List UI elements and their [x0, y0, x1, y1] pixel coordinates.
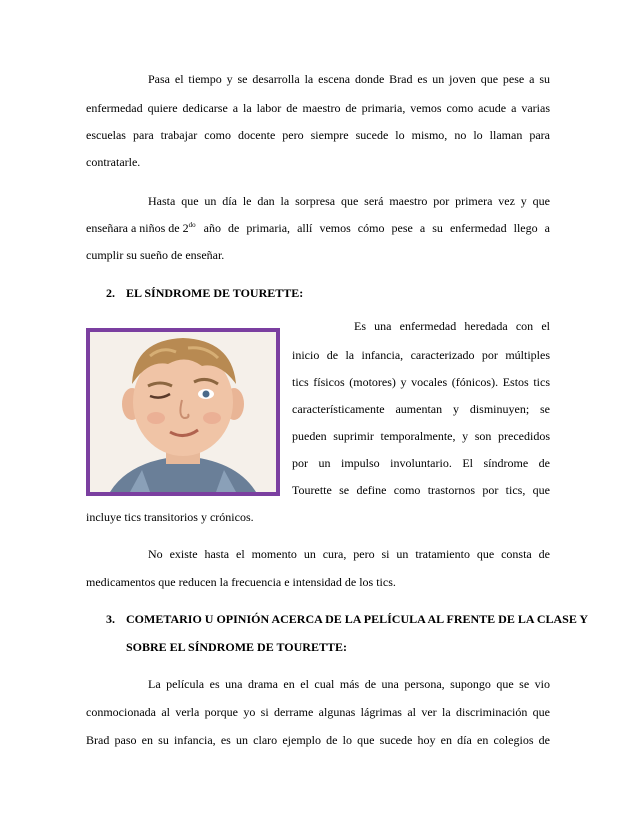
paragraph-line-rest: año de primaria, allí vemos cómo pese a su enfermedad llego a [203, 221, 550, 235]
paragraph-line: Es una enfermedad heredada con el [354, 319, 550, 333]
paragraph-line: tics físicos (motores) y vocales (fónicos). Estos tics [292, 375, 550, 389]
section-number: 2. [106, 286, 115, 300]
paragraph-line: No existe hasta el momento un cura, pero si un tratamiento que consta de [148, 547, 550, 561]
paragraph-line: Hasta que un día le dan la sorpresa que será maestro por primera vez y que [148, 194, 550, 208]
paragraph-line: contratarle. [86, 155, 141, 169]
boy-photo [86, 328, 280, 496]
paragraph-line: Brad paso en su infancia, es un claro ejemplo de lo que sucede hoy en día en colegios de [86, 733, 550, 747]
section-heading-continuation: SOBRE EL SÍNDROME DE TOURETTE: [126, 640, 347, 654]
paragraph-line: pueden suprimir temporalmente, y son precedidos [292, 429, 550, 443]
paragraph-line: Pasa el tiempo y se desarrolla la escena donde Brad es un joven que pese a su [148, 72, 550, 86]
section-number: 3. [106, 612, 115, 626]
section-heading: EL SÍNDROME DE TOURETTE: [126, 286, 304, 300]
ordinal-suffix: do [188, 221, 196, 229]
paragraph-line: Tourette se define como trastornos por tics, que [292, 483, 550, 497]
paragraph-line: cumplir su sueño de enseñar. [86, 248, 225, 262]
grade-text: enseñara a niños de $2^{do}$ [86, 221, 196, 235]
paragraph-line: característicamente aumentan y disminuyen; se [292, 402, 550, 416]
paragraph-line: enfermedad quiere dedicarse a la labor de maestro de primaria, vemos como acude a varias [86, 101, 550, 115]
paragraph-line: incluye tics transitorios y crónicos. [86, 510, 254, 524]
section-heading: COMETARIO U OPINIÓN ACERCA DE LA PELÍCULA AL FRENTE DE LA CLASE Y [126, 612, 589, 626]
paragraph-line: por un impulso involuntario. El síndrome de [292, 456, 550, 470]
paragraph-line: La película es una drama en el cual más de una persona, supongo que se vio [148, 677, 550, 691]
paragraph-line [86, 221, 550, 235]
paragraph-line: inicio de la infancia, caracterizado por múltiples [292, 348, 550, 362]
paragraph-line: conmocionada al verla porque yo si derrame algunas lágrimas al ver la discriminación que [86, 705, 550, 719]
paragraph-line: medicamentos que reducen la frecuencia e intensidad de los tics. [86, 575, 396, 589]
paragraph-line: escuelas para trabajar como docente pero siempre sucede lo mismo, no lo llaman para [86, 128, 550, 142]
